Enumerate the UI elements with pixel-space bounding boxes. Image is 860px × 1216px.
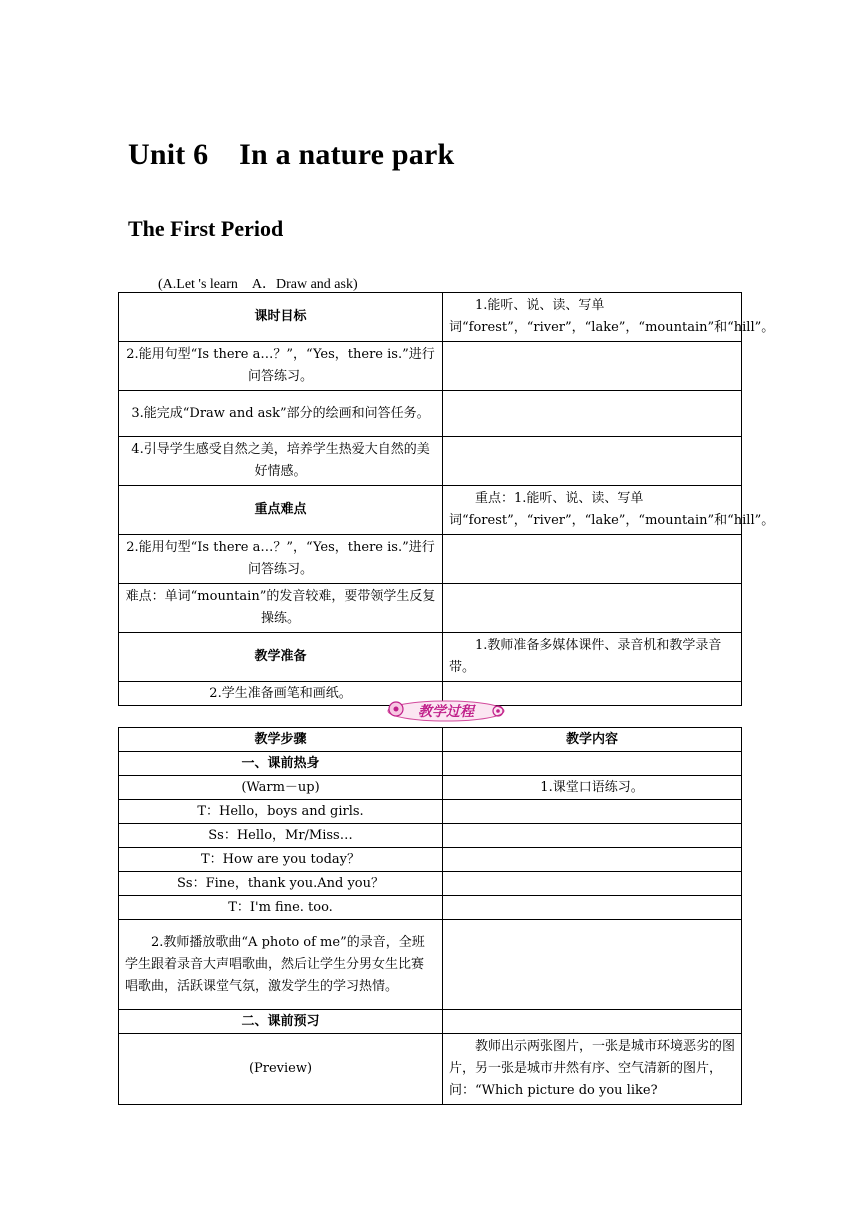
banner-label: 教学过程 [418, 704, 474, 720]
table-row [119, 342, 742, 391]
content-cell [443, 437, 742, 486]
table-row [119, 486, 742, 535]
content-cell: 1.能听、说、读、写单词“forest”，“river”，“lake”，“mountain”和“hill”。 [443, 293, 742, 342]
step-cell: 一、课前热身 [119, 752, 443, 776]
table-row [119, 776, 742, 800]
label-cell: 2.学生准备画笔和画纸。 [119, 682, 443, 706]
label-cell: 难点：单词“mountain”的发音较难，要带领学生反复操练。 [119, 584, 443, 633]
table-row [119, 1010, 742, 1034]
label-cell: 3.能完成“Draw and ask”部分的绘画和问答任务。 [119, 391, 443, 437]
table-row [119, 752, 742, 776]
content-cell [443, 872, 742, 896]
content-cell [443, 920, 742, 1010]
unit-title: Unit 6 In a nature park [128, 138, 455, 171]
process-table [118, 727, 742, 1105]
content-cell [443, 391, 742, 437]
step-cell: (Warm－up) [119, 776, 443, 800]
table-row [119, 535, 742, 584]
table-header-row [119, 728, 742, 752]
label-cell: 教学准备 [119, 633, 443, 682]
content-cell [443, 584, 742, 633]
table-row [119, 848, 742, 872]
step-cell: T：How are you today？ [119, 848, 443, 872]
label-cell: 4.引导学生感受自然之美，培养学生热爱大自然的美好情感。 [119, 437, 443, 486]
content-cell: 1.课堂口语练习。 [443, 776, 742, 800]
content-cell [443, 824, 742, 848]
content-cell: 重点：1.能听、说、读、写单词“forest”，“river”，“lake”，“mountain”和“hill”。 [443, 486, 742, 535]
content-cell: 教师出示两张图片，一张是城市环境恶劣的图片，另一张是城市井然有序、空气清新的图片，问：“Which picture do you like? [443, 1034, 742, 1105]
table-row [119, 391, 742, 437]
label-cell: 重点难点 [119, 486, 443, 535]
table-row [119, 824, 742, 848]
table-row [119, 584, 742, 633]
content-cell: 1.教师准备多媒体课件、录音机和教学录音带。 [443, 633, 742, 682]
content-cell [443, 535, 742, 584]
table-row [119, 896, 742, 920]
objectives-table [118, 292, 775, 706]
table-row [119, 1034, 742, 1105]
step-cell: (Preview) [119, 1034, 443, 1105]
label-cell: 2.能用句型“Is there a…？”，“Yes，there is.”进行问答练习。 [119, 535, 443, 584]
lesson-note: (A.Let 's learn A．Draw and ask) [158, 277, 358, 292]
header-cell: 教学内容 [443, 728, 742, 752]
teaching-process-banner [384, 698, 508, 722]
content-cell [443, 848, 742, 872]
label-cell: 2.能用句型“Is there a…？”，“Yes，there is.”进行问答练习。 [119, 342, 443, 391]
content-cell [443, 752, 742, 776]
table-row [119, 293, 742, 342]
table-row [119, 437, 742, 486]
content-cell [443, 896, 742, 920]
step-cell: Ss：Hello，Mr/Miss… [119, 824, 443, 848]
step-cell: 2.教师播放歌曲“A photo of me”的录音，全班学生跟着录音大声唱歌曲，然后让学生分男女生比赛唱歌曲，活跃课堂气氛，激发学生的学习热情。 [119, 920, 443, 1010]
step-cell: T：Hello，boys and girls. [119, 800, 443, 824]
step-cell: 二、课前预习 [119, 1010, 443, 1034]
table-row [119, 872, 742, 896]
label-cell: 课时目标 [119, 293, 443, 342]
content-cell [443, 1010, 742, 1034]
table-row [119, 800, 742, 824]
table-row [119, 633, 742, 682]
header-cell: 教学步骤 [119, 728, 443, 752]
period-title: The First Period [128, 216, 284, 241]
step-cell: T：I'm fine. too. [119, 896, 443, 920]
step-cell: Ss：Fine，thank you.And you？ [119, 872, 443, 896]
content-cell [443, 800, 742, 824]
content-cell [443, 342, 742, 391]
table-row [119, 920, 742, 1010]
